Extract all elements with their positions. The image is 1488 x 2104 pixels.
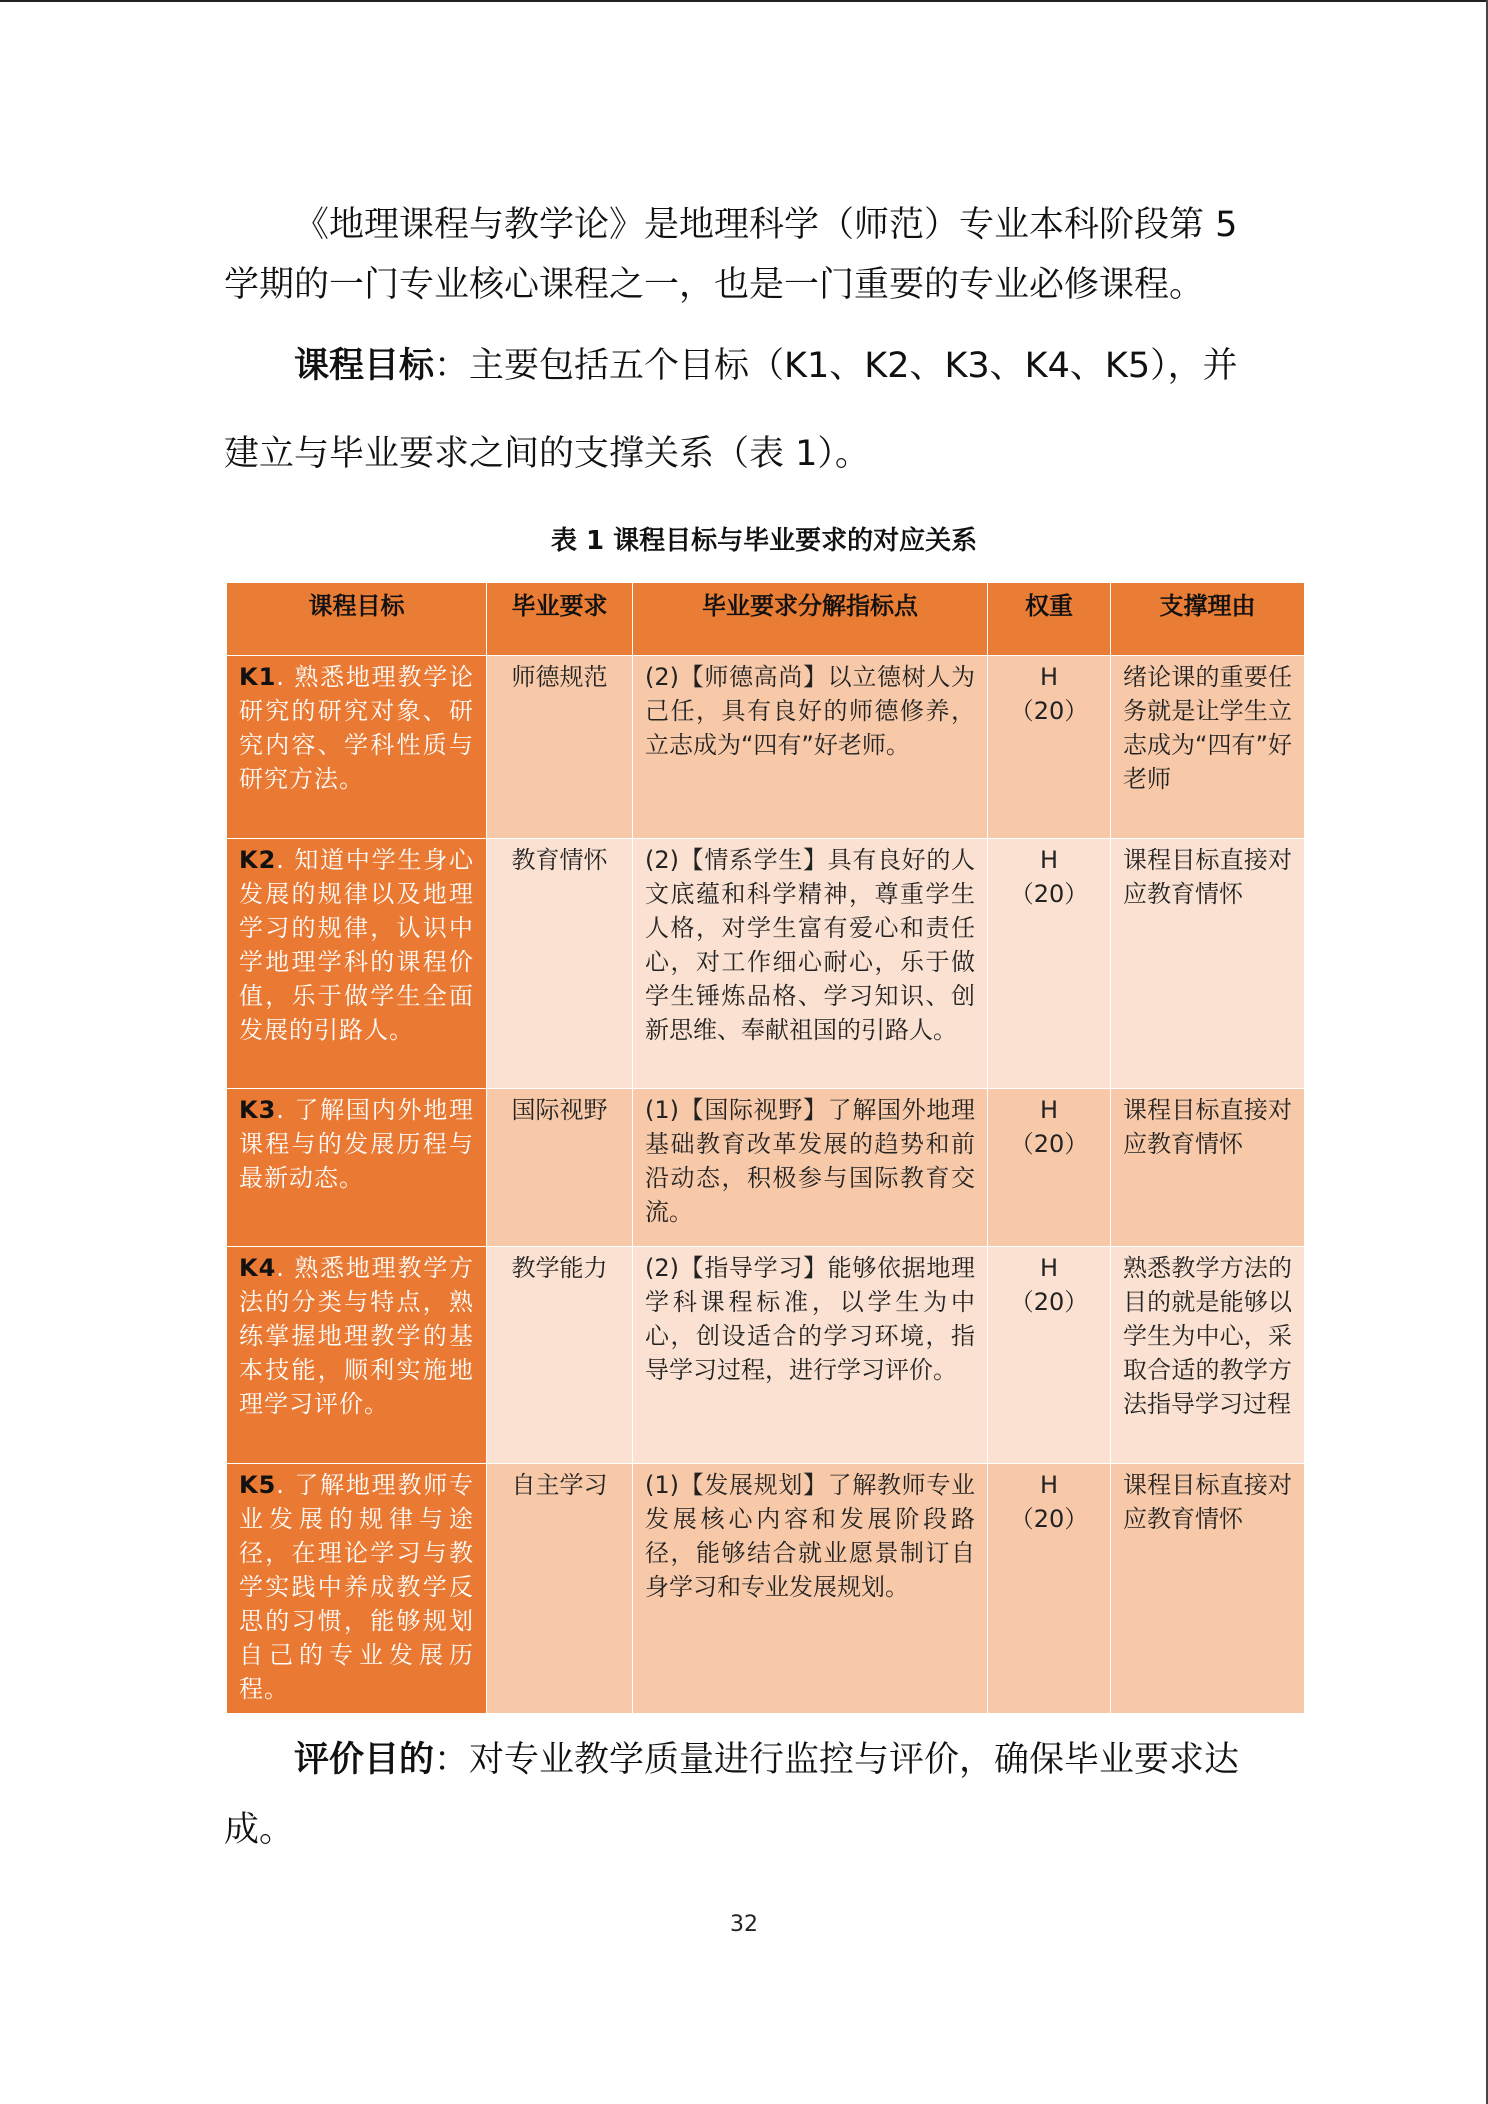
weight-level: H (1039, 1254, 1059, 1282)
requirement-cell: 教育情怀 (487, 839, 633, 1089)
indicator-cell: (2)【师德高尚】以立德树人为己任，具有良好的师德修养，立志成为“四有”好老师。 (633, 656, 988, 839)
weight-cell (988, 839, 1111, 1089)
goal-text: . 了解国内外地理课程与的发展历程与最新动态。 (239, 1096, 474, 1192)
goal-id: K3 (239, 1096, 277, 1124)
page-number: 32 (730, 1912, 758, 1937)
goal-cell (227, 1464, 487, 1714)
weight-level: H (1039, 846, 1059, 874)
intro-paragraph (224, 195, 1264, 315)
table-row (227, 839, 1305, 1089)
weight-level: H (1039, 1471, 1059, 1499)
goal-id: K1 (239, 663, 277, 691)
indicator-cell: (1)【国际视野】了解国外地理基础教育改革发展的趋势和前沿动态，积极参与国际教育交流。 (633, 1089, 988, 1247)
goals-requirements-table (226, 582, 1305, 1714)
evaluation-text: ：对专业教学质量进行监控与评价，确保毕业要求达成。 (224, 1740, 1240, 1850)
header-indicator: 毕业要求分解指标点 (633, 583, 988, 656)
weight-cell (988, 1089, 1111, 1247)
intro-text: 《地理课程与教学论》是地理科学（师范）专业本科阶段第 5 学期的一门专业核心课程之一，也是一门重要的专业必修课程。 (224, 205, 1238, 305)
goal-text: . 熟悉地理教学论研究的研究对象、研究内容、学科性质与研究方法。 (239, 663, 474, 793)
weight-level: H (1039, 1096, 1059, 1124)
weight-value: （20） (1009, 697, 1089, 725)
goal-cell (227, 656, 487, 839)
goal-text: . 熟悉地理教学方法的分类与特点，熟练掌握地理教学的基本技能，顺利实施地理学习评价。 (239, 1254, 474, 1418)
weight-cell (988, 1464, 1111, 1714)
reason-cell: 熟悉教学方法的目的就是能够以学生为中心，采取合适的教学方法指导学习过程 (1111, 1247, 1305, 1464)
page-top-border (0, 0, 1488, 2)
goal-cell (227, 1089, 487, 1247)
evaluation-paragraph (224, 1725, 1264, 1865)
table-row (227, 1089, 1305, 1247)
header-requirement: 毕业要求 (487, 583, 633, 656)
goal-cell (227, 1247, 487, 1464)
goal-id: K4 (239, 1254, 277, 1282)
header-weight: 权重 (988, 583, 1111, 656)
requirement-cell: 教学能力 (487, 1247, 633, 1464)
table-row (227, 1247, 1305, 1464)
weight-cell (988, 656, 1111, 839)
table-row (227, 656, 1305, 839)
indicator-cell: (2)【情系学生】具有良好的人文底蕴和科学精神，尊重学生人格，对学生富有爱心和责任心，对工作细心耐心，乐于做学生锤炼品格、学习知识、创新思维、奉献祖国的引路人。 (633, 839, 988, 1089)
requirement-cell: 自主学习 (487, 1464, 633, 1714)
weight-value: （20） (1009, 880, 1089, 908)
evaluation-label: 评价目的 (294, 1740, 435, 1780)
table-header-row (227, 583, 1305, 656)
objectives-paragraph (224, 322, 1264, 498)
weight-value: （20） (1009, 1288, 1089, 1316)
goal-id: K5 (239, 1471, 277, 1499)
header-goal: 课程目标 (227, 583, 487, 656)
requirement-cell: 师德规范 (487, 656, 633, 839)
weight-cell (988, 1247, 1111, 1464)
objectives-label: 课程目标 (294, 346, 435, 386)
goal-cell (227, 839, 487, 1089)
reason-cell: 课程目标直接对应教育情怀 (1111, 839, 1305, 1089)
reason-cell: 课程目标直接对应教育情怀 (1111, 1464, 1305, 1714)
goal-text: . 了解地理教师专业发展的规律与途径，在理论学习与教学实践中养成教学反思的习惯，能够规划自己的专业发展历程。 (239, 1471, 474, 1703)
indicator-cell: (1)【发展规划】了解教师专业发展核心内容和发展阶段路径，能够结合就业愿景制订自身学习和专业发展规划。 (633, 1464, 988, 1714)
weight-value: （20） (1009, 1505, 1089, 1533)
header-reason: 支撑理由 (1111, 583, 1305, 656)
table-row (227, 1464, 1305, 1714)
weight-level: H (1039, 663, 1059, 691)
requirement-cell: 国际视野 (487, 1089, 633, 1247)
weight-value: （20） (1009, 1130, 1089, 1158)
objectives-text: ：主要包括五个目标（K1、K2、K3、K4、K5），并建立与毕业要求之间的支撑关系（表 1）。 (224, 346, 1238, 474)
indicator-cell: (2)【指导学习】能够依据地理学科课程标准，以学生为中心，创设适合的学习环境，指导学习过程，进行学习评价。 (633, 1247, 988, 1464)
table-caption: 表 1 课程目标与毕业要求的对应关系 (550, 526, 978, 556)
goal-id: K2 (239, 846, 277, 874)
reason-cell: 绪论课的重要任务就是让学生立志成为“四有”好老师 (1111, 656, 1305, 839)
reason-cell: 课程目标直接对应教育情怀 (1111, 1089, 1305, 1247)
goal-text: . 知道中学生身心发展的规律以及地理学习的规律，认识中学地理学科的课程价值，乐于做学生全面发展的引路人。 (239, 846, 474, 1044)
